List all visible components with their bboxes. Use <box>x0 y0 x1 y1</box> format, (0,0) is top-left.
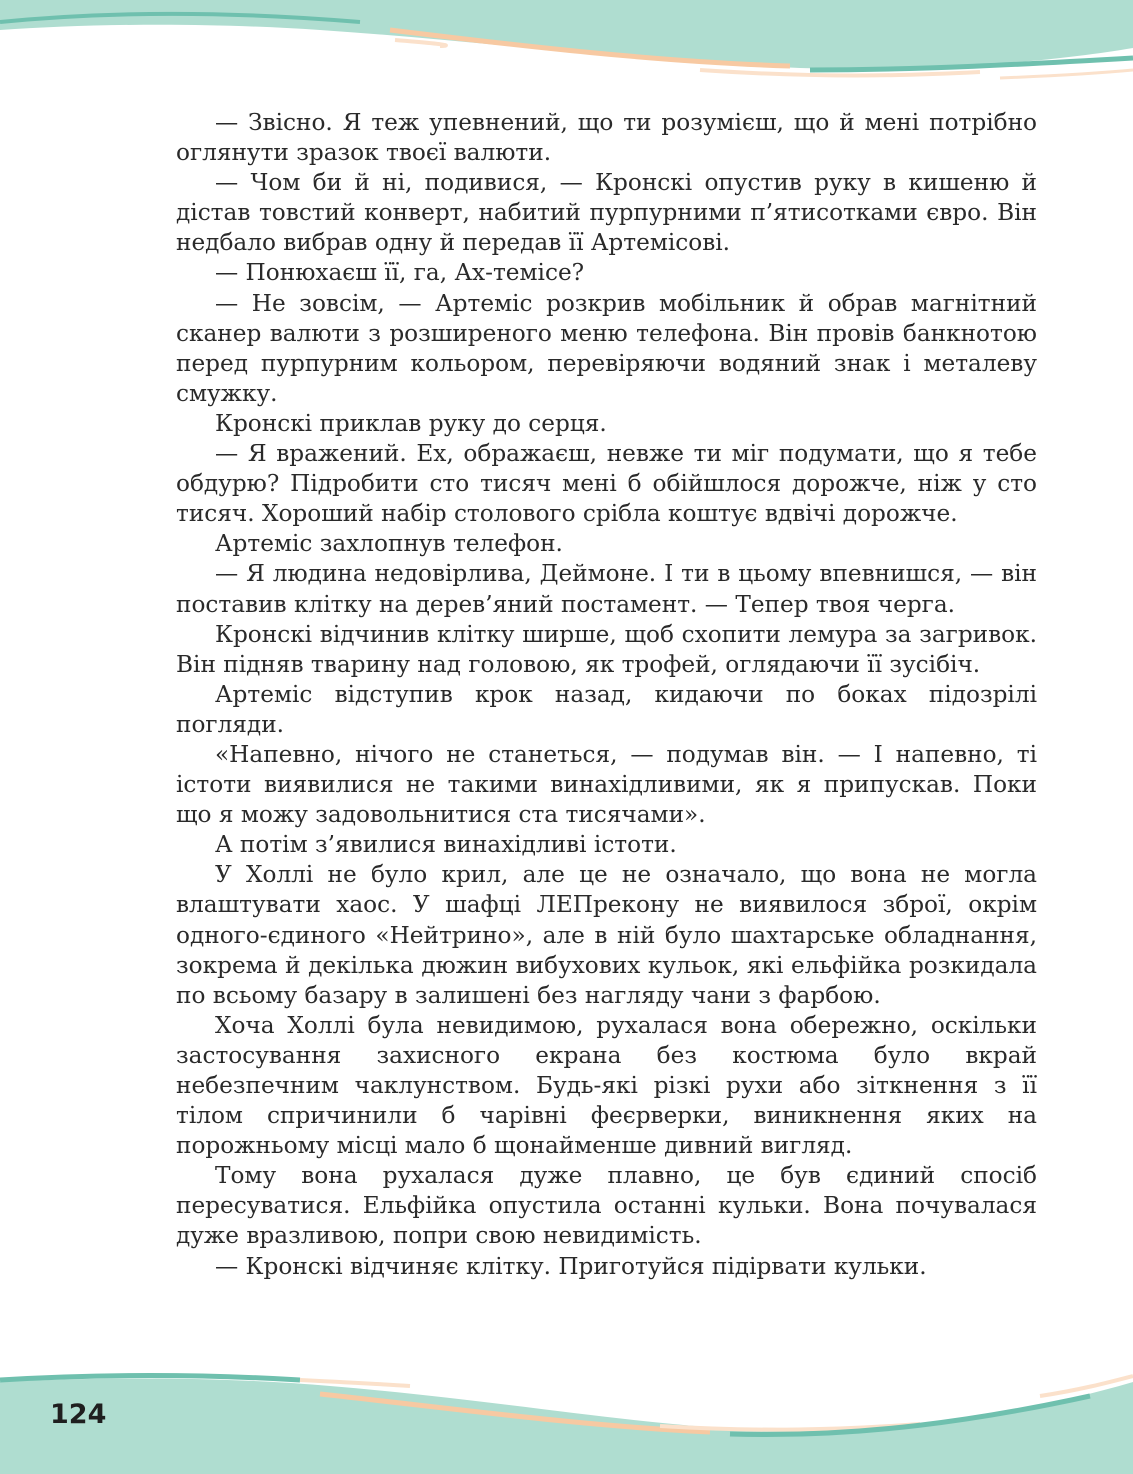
paragraph: Кронскі приклав руку до серця. <box>215 409 607 437</box>
paragraph: Тому вона рухалася дуже плавно, це був єдиний спосіб пересуватися. Ельфійка опустила останні кульки. Вона почувалася дуже вразливою, попри свою невидимість. <box>176 1162 1037 1250</box>
bottom-wave-decoration <box>0 1334 1133 1474</box>
paragraph: А потім з’явилися винахідливі істоти. <box>215 831 677 859</box>
paragraph: — Кронскі відчиняє клітку. Приготуйся підірвати кульки. <box>215 1252 927 1280</box>
paragraph: Кронскі відчинив клітку ширше, щоб схопити лемура за загривок. Він підняв тварину над головою, як трофей, оглядаючи її зусібіч. <box>176 620 1037 678</box>
paragraph: — Не зовсім, — Артеміс розкрив мобільник й обрав магнітний сканер валюти з розширеного меню телефона. Він провів банкнотою перед пурпурним кольором, перевіряючи водяний знак і металеву смужку. <box>176 289 1037 407</box>
top-wave-decoration <box>0 0 1133 90</box>
paragraph: Артеміс захлопнув телефон. <box>215 530 563 558</box>
paragraph: Хоча Холлі була невидимою, рухалася вона обережно, оскільки застосування захисного екрана без костюма було вкрай небезпечним чаклунством. Будь-які різкі рухи або зіткнення з її тілом спричинили б чарівні феєрверки, виникнення яких на порожньому місці мало б щонайменше дивний вигляд. <box>176 1011 1037 1160</box>
paragraph: Артеміс відступив крок назад, кидаючи по боках підозрілі погляди. <box>176 680 1037 738</box>
paragraph: — Звісно. Я теж упевнений, що ти розумієш, що й мені потрібно оглянути зразок твоєї валюти. <box>176 109 1037 167</box>
paragraph: У Холлі не було крил, але це не означало, що вона не могла влаштувати хаос. У шафці ЛЕПрекону не виявилося зброї, окрім одного-єдиного «Нейтрино», але в ній було шахтарське обладнання, зокрема й декілька дюжин вибухових кульок, які ельфійка розкидала по всьому базару в залишені без нагляду чани з фарбою. <box>176 861 1037 1009</box>
paragraph: «Напевно, нічого не станеться, — подумав він. — І напевно, ті істоти виявилися не такими винахідливими, як я припускав. Поки що я можу задовольнитися ста тисячами». <box>176 740 1037 829</box>
paragraph: — Я людина недовірлива, Деймоне. І ти в цьому впевнишся, — він поставив клітку на дерев’яний постамент. — Тепер твоя черга. <box>176 560 1037 618</box>
page-number: 124 <box>50 1399 107 1430</box>
body-text <box>176 108 1037 1282</box>
paragraph: — Я вражений. Ех, ображаєш, невже ти міг подумати, що я тебе обдурю? Підробити сто тисяч мені б обійшлося дорожче, ніж у сто тисяч. Хороший набір столового срібла коштує вдвічі дорожче. <box>176 440 1037 528</box>
paragraph: — Чом би й ні, подивися, — Кронскі опустив руку в кишеню й дістав товстий конверт, набитий пурпурними п’ятисотками євро. Він недбало вибрав одну й передав її Артемісові. <box>176 169 1037 257</box>
paragraph: — Понюхаєш її, га, Ах-темісе? <box>215 259 585 287</box>
